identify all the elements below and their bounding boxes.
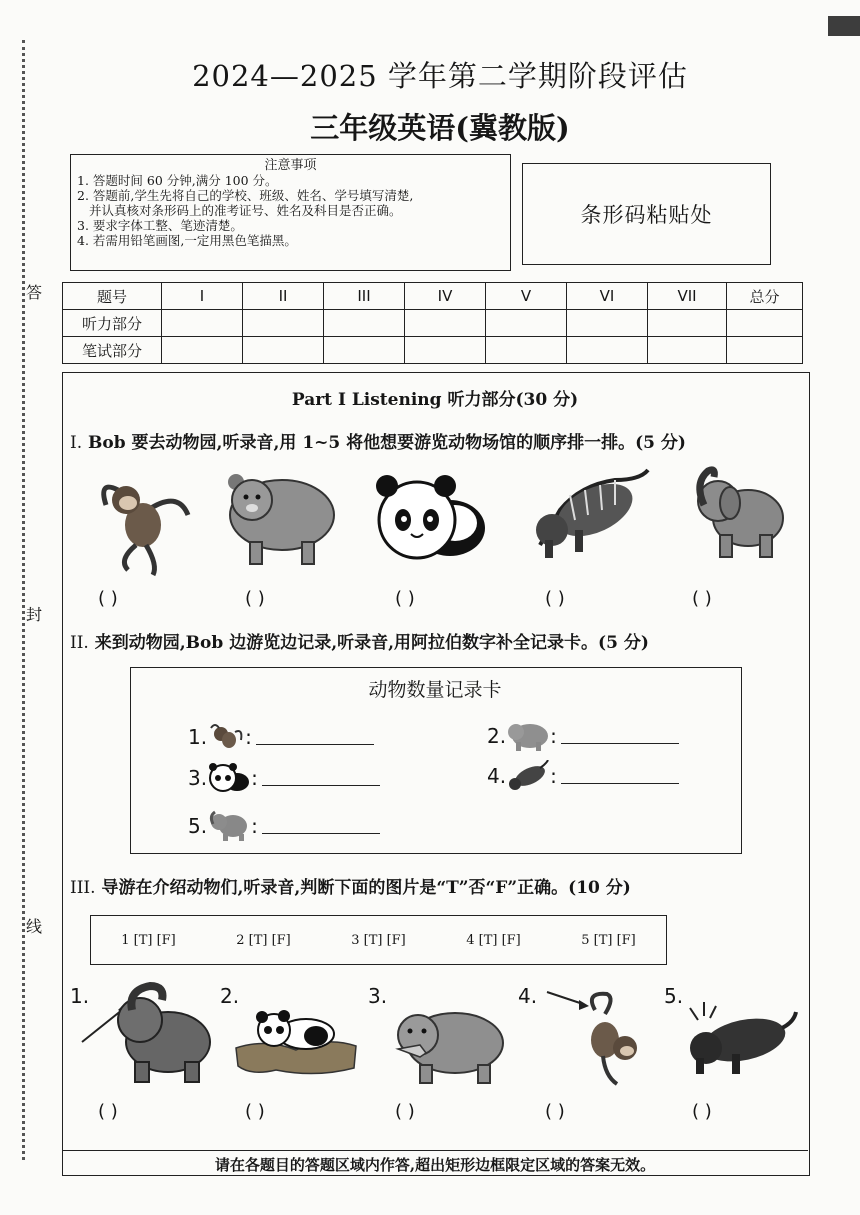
score-header: II <box>243 283 324 310</box>
score-cell[interactable] <box>727 337 803 364</box>
record-entry <box>188 762 380 794</box>
monkey-icon <box>88 470 198 580</box>
question-2 <box>70 628 649 653</box>
elephant-icon <box>690 463 790 563</box>
tiger-icon <box>506 760 550 792</box>
score-cell[interactable] <box>567 310 648 337</box>
barcode-area <box>522 163 771 265</box>
binding-char-3: 线 <box>26 912 42 939</box>
answer-blank[interactable]: ( ) <box>545 588 565 609</box>
panda-icon <box>236 1008 358 1078</box>
notice-heading: 注意事项 <box>264 158 317 173</box>
answer-blank[interactable]: ( ) <box>692 1101 712 1122</box>
score-cell[interactable] <box>324 310 405 337</box>
bear-icon <box>222 470 337 570</box>
answer-blank[interactable]: ( ) <box>395 588 415 609</box>
answer-blank[interactable]: ( ) <box>545 1101 565 1122</box>
tf-answer-box <box>90 915 667 965</box>
record-entry <box>487 720 679 752</box>
answer-line[interactable] <box>262 819 380 834</box>
score-header: III <box>324 283 405 310</box>
panda-icon <box>375 468 490 573</box>
picture-number: 4. <box>518 984 538 1008</box>
notice-item: 1. 答题时间 60 分钟,满分 100 分。 <box>77 173 278 188</box>
bear-icon <box>506 720 550 752</box>
entry-number: 3. <box>188 766 208 790</box>
corner-mark <box>828 16 860 36</box>
entry-number: 1. <box>188 725 208 749</box>
panda-icon <box>207 762 251 794</box>
score-cell[interactable] <box>405 337 486 364</box>
tiger-icon <box>682 998 800 1078</box>
tf-option[interactable]: 1 [T] [F] <box>121 932 176 948</box>
answer-blank[interactable]: ( ) <box>98 1101 118 1122</box>
score-cell[interactable] <box>162 337 243 364</box>
tf-option[interactable]: 2 [T] [F] <box>236 932 291 948</box>
tf-option[interactable]: 5 [T] [F] <box>581 932 636 948</box>
score-cell[interactable] <box>324 337 405 364</box>
entry-colon: : <box>550 764 557 788</box>
entry-number: 5. <box>188 814 208 838</box>
tf-option[interactable]: 3 [T] [F] <box>351 932 406 948</box>
score-header: IV <box>405 283 486 310</box>
question-1 <box>70 428 686 453</box>
footer-note: 请在各题目的答题区域内作答,超出矩形边框限定区域的答案无效。 <box>214 1156 656 1174</box>
notice-item: 并认真核对条形码上的准考证号、姓名及科目是否正确。 <box>89 203 402 218</box>
answer-line[interactable] <box>561 729 679 744</box>
score-header: I <box>162 283 243 310</box>
monkey-icon <box>207 722 245 752</box>
score-table <box>62 282 803 364</box>
score-header: V <box>486 283 567 310</box>
score-header: 总分 <box>727 283 803 310</box>
picture-number: 1. <box>70 984 90 1008</box>
elephant-icon <box>80 980 220 1085</box>
barcode-label: 条形码粘贴处 <box>580 203 713 227</box>
answer-line[interactable] <box>262 771 380 786</box>
score-cell[interactable] <box>162 310 243 337</box>
score-cell[interactable] <box>243 310 324 337</box>
entry-number: 2. <box>487 724 507 748</box>
record-entry <box>188 722 374 752</box>
question-number: III. <box>70 878 96 898</box>
question-3 <box>70 873 631 898</box>
record-entry <box>188 810 380 842</box>
score-header: VI <box>567 283 648 310</box>
score-row-label: 笔试部分 <box>63 337 162 364</box>
page-subtitle: 三年级英语(冀教版) <box>310 111 570 145</box>
elephant-icon <box>207 810 251 842</box>
binding-line <box>22 40 25 1160</box>
answer-blank[interactable]: ( ) <box>395 1101 415 1122</box>
binding-char-2: 封 <box>26 600 42 627</box>
question-number: II. <box>70 633 89 653</box>
question-text: 导游在介绍动物们,听录音,判断下面的图片是“T”否“F”正确。(10 分) <box>101 878 631 898</box>
score-cell[interactable] <box>648 337 727 364</box>
answer-blank[interactable]: ( ) <box>245 588 265 609</box>
notice-box <box>70 154 511 271</box>
entry-colon: : <box>245 725 252 749</box>
question-text: Bob 要去动物园,听录音,用 1~5 将他想要游览动物场馆的顺序排一排。(5 分) <box>88 433 686 453</box>
monkey-icon <box>545 990 655 1090</box>
record-entry <box>487 760 679 792</box>
score-cell[interactable] <box>727 310 803 337</box>
question-number: I. <box>70 433 83 453</box>
entry-colon: : <box>251 814 258 838</box>
picture-number: 5. <box>664 984 684 1008</box>
entry-colon: : <box>251 766 258 790</box>
notice-item: 4. 若需用铅笔画图,一定用黑色笔描黑。 <box>77 233 297 248</box>
score-header: VII <box>648 283 727 310</box>
answer-blank[interactable]: ( ) <box>692 588 712 609</box>
notice-item: 3. 要求字体工整、笔迹清楚。 <box>77 218 243 233</box>
notice-item: 2. 答题前,学生先将自己的学校、班级、姓名、学号填写清楚, <box>77 188 414 203</box>
record-card-title: 动物数量记录卡 <box>368 679 502 701</box>
score-cell[interactable] <box>486 310 567 337</box>
tf-option[interactable]: 4 [T] [F] <box>466 932 521 948</box>
score-cell[interactable] <box>648 310 727 337</box>
part-title: Part I Listening 听力部分(30 分) <box>291 390 579 410</box>
bear-icon <box>390 1005 508 1085</box>
entry-colon: : <box>550 724 557 748</box>
picture-number: 3. <box>368 984 388 1008</box>
score-row-label: 听力部分 <box>63 310 162 337</box>
entry-number: 4. <box>487 764 507 788</box>
score-cell[interactable] <box>567 337 648 364</box>
answer-blank[interactable]: ( ) <box>245 1101 265 1122</box>
score-header: 题号 <box>63 283 162 310</box>
question-text: 来到动物园,Bob 边游览边记录,听录音,用阿拉伯数字补全记录卡。(5 分) <box>94 633 649 653</box>
tiger-icon <box>530 465 655 560</box>
score-cell[interactable] <box>486 337 567 364</box>
score-cell[interactable] <box>405 310 486 337</box>
footer-divider <box>62 1150 808 1151</box>
answer-blank[interactable]: ( ) <box>98 588 118 609</box>
answer-line[interactable] <box>561 769 679 784</box>
binding-char-1: 答 <box>26 278 42 305</box>
picture-number: 2. <box>220 984 240 1008</box>
score-cell[interactable] <box>243 337 324 364</box>
answer-line[interactable] <box>256 730 374 745</box>
page-title: 2024—2025 学年第二学期阶段评估 <box>192 59 688 93</box>
